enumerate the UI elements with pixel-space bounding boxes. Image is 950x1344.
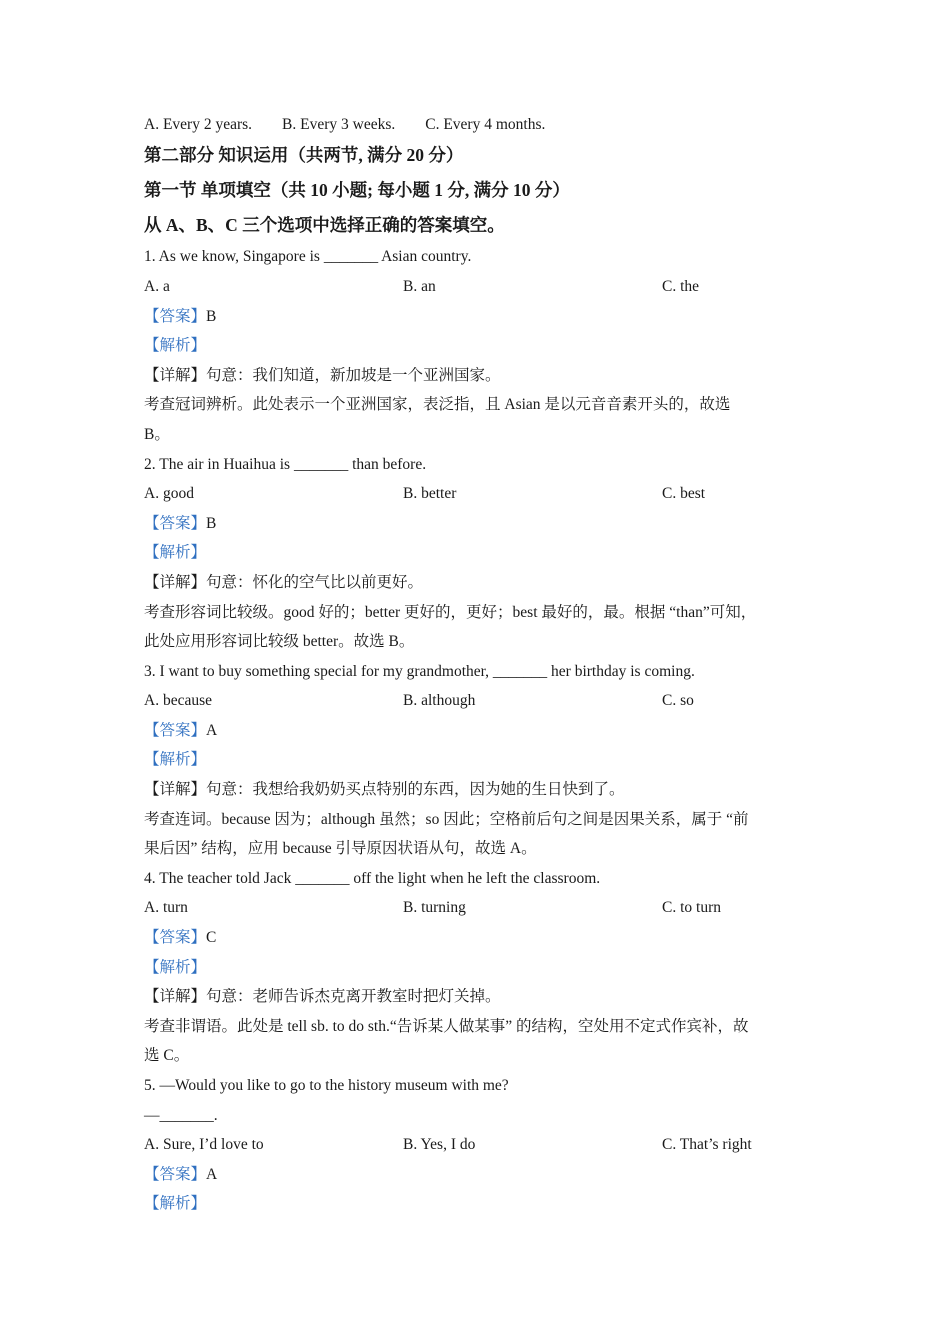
question-stem-reply: —_______. <box>144 1106 218 1124</box>
option-b: B. an <box>403 277 436 295</box>
explanation-line: 考查非谓语。此处是 tell sb. to do sth.“告诉某人做某事” 的结构，空处用不定式作宾补，故 <box>144 1017 749 1035</box>
question-stem: 3. I want to buy something special for my grandmother, _______ her birthday is coming. <box>144 662 695 680</box>
answer-value: B <box>206 514 217 532</box>
explanation-line: 此处应用形容词比较级 better。故选 B。 <box>144 633 415 651</box>
answer-label: 【答案】 <box>144 307 207 325</box>
option-c: C. That’s right <box>662 1136 752 1154</box>
option-a: A. turn <box>144 899 188 917</box>
answer-line <box>144 302 808 332</box>
option-b: B. although <box>403 692 476 710</box>
detail-line: 【详解】句意：我们知道，新加坡是一个亚洲国家。 <box>144 366 501 384</box>
answer-label: 【答案】 <box>144 929 207 947</box>
question-3 <box>144 657 808 864</box>
explanation-line: 选 C。 <box>144 1047 190 1065</box>
detail-line: 【详解】句意：怀化的空气比以前更好。 <box>144 573 424 591</box>
instruction-heading: 从 A、B、C 三个选项中选择正确的答案填空。 <box>144 214 505 235</box>
answer-value: A <box>206 1165 218 1183</box>
option-a: A. because <box>144 692 212 710</box>
question-options <box>144 272 808 302</box>
section-heading: 第一节 单项填空（共 10 小题; 每小题 1 分, 满分 10 分） <box>144 179 570 200</box>
answer-label: 【答案】 <box>144 721 207 739</box>
question-stem: 2. The air in Huaihua is _______ than before. <box>144 455 427 473</box>
option-c: C. the <box>662 277 700 295</box>
part-heading: 第二部分 知识运用（共两节, 满分 20 分） <box>144 145 464 165</box>
question-2 <box>144 450 808 657</box>
detail-line: 【详解】句意：老师告诉杰克离开教室时把灯关掉。 <box>144 988 501 1006</box>
explanation-line: B。 <box>144 425 170 443</box>
option-c: C. Every 4 months. <box>425 116 546 133</box>
question-options <box>144 1130 808 1160</box>
answer-label: 【答案】 <box>144 1165 207 1183</box>
option-c: C. best <box>662 485 706 503</box>
option-c: C. so <box>662 692 694 710</box>
previous-question-options <box>144 112 808 138</box>
question-stem: 5. —Would you like to go to the history museum with me? <box>144 1077 509 1095</box>
question-options <box>144 893 808 923</box>
question-5 <box>144 1071 808 1219</box>
answer-line <box>144 1160 808 1190</box>
analysis-label: 【解析】 <box>144 751 207 769</box>
explanation-line: 考查冠词辨析。此处表示一个亚洲国家，表泛指，且 Asian 是以元音音素开头的，故选 <box>144 396 731 414</box>
question-options <box>144 686 808 716</box>
answer-line <box>144 716 808 746</box>
option-a: A. a <box>144 277 170 295</box>
analysis-label: 【解析】 <box>144 337 207 355</box>
question-options <box>144 479 808 509</box>
answer-value: B <box>206 307 217 325</box>
option-b: B. better <box>403 485 457 503</box>
page-content <box>144 112 808 1219</box>
analysis-label: 【解析】 <box>144 544 207 562</box>
answer-value: C <box>206 929 217 947</box>
analysis-label: 【解析】 <box>144 1195 207 1213</box>
option-a: A. good <box>144 485 194 503</box>
question-4 <box>144 864 808 1071</box>
option-c: C. to turn <box>662 899 721 917</box>
option-a: A. Every 2 years. <box>144 116 253 133</box>
answer-line <box>144 923 808 953</box>
analysis-label: 【解析】 <box>144 958 207 976</box>
answer-label: 【答案】 <box>144 514 207 532</box>
explanation-line: 果后因” 结构，应用 because 引导原因状语从句，故选 A。 <box>144 840 537 858</box>
option-a: A. Sure, I’d love to <box>144 1136 264 1154</box>
option-b: B. Yes, I do <box>403 1136 476 1154</box>
question-stem: 4. The teacher told Jack _______ off the light when he left the classroom. <box>144 869 601 887</box>
option-b: B. Every 3 weeks. <box>282 116 396 133</box>
explanation-line: 考查连词。because 因为；although 虽然；so 因此；空格前后句之间是因果关系，属于 “前 <box>144 810 749 828</box>
question-stem: 1. As we know, Singapore is _______ Asian country. <box>144 248 472 266</box>
question-1 <box>144 242 808 449</box>
answer-value: A <box>206 721 218 739</box>
detail-line: 【详解】句意：我想给我奶奶买点特别的东西，因为她的生日快到了。 <box>144 781 625 799</box>
option-b: B. turning <box>403 899 466 917</box>
answer-line <box>144 509 808 539</box>
explanation-line: 考查形容词比较级。good 好的；better 更好的，更好；best 最好的，最。根据 “than”可知， <box>144 603 757 621</box>
